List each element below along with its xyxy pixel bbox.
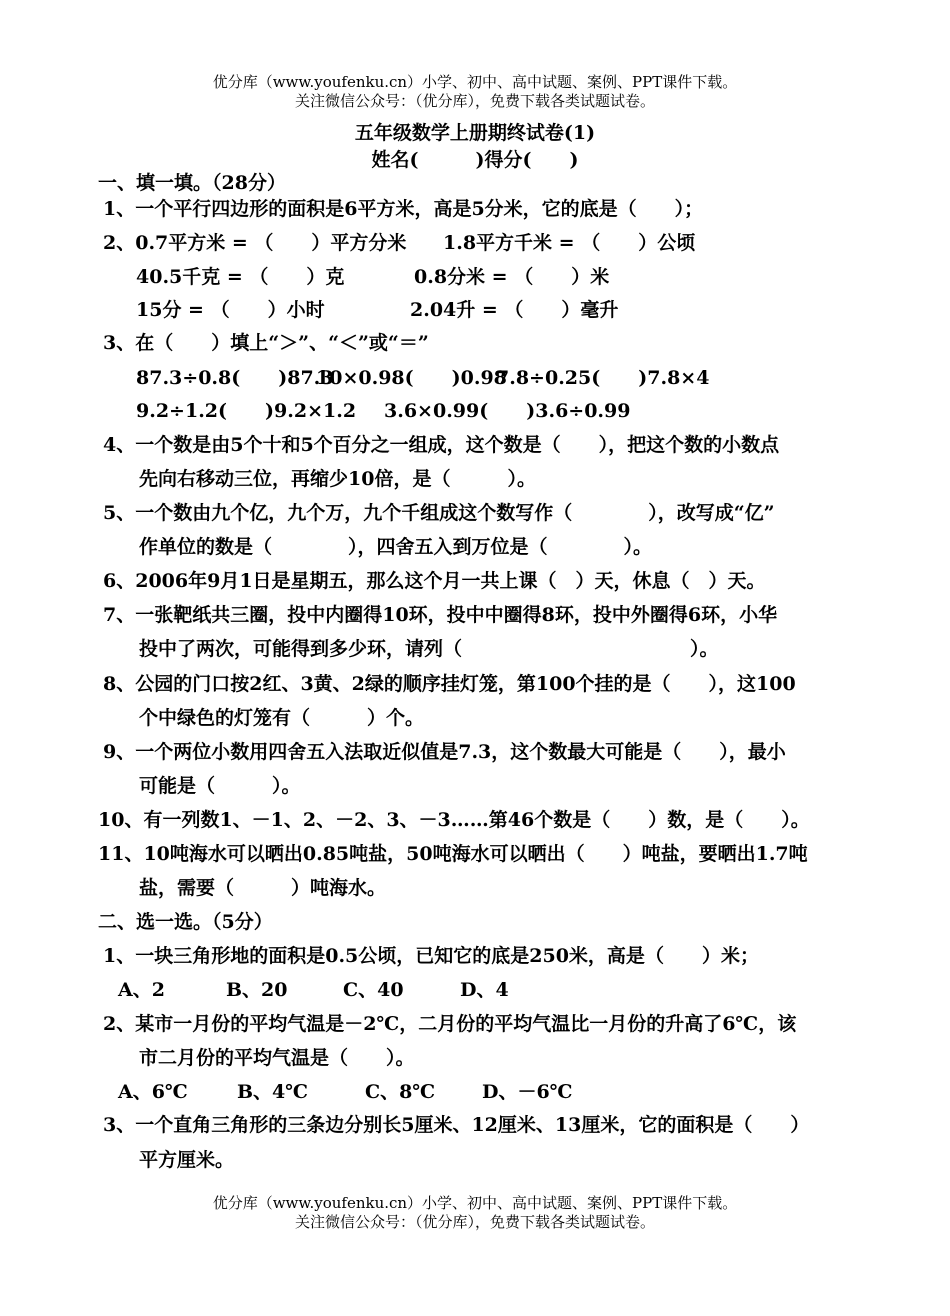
section1-heading: 一、填一填。（28分） [98,172,286,194]
s1-q2-item-b: 1.8平方千米 = （ ）公顷 [443,232,696,254]
s1-q3-item-c: 7.8÷0.25( )7.8×4 [496,367,710,389]
s1-question-5-line-2: 作单位的数是（ ），四舍五入到万位是（ ）。 [139,536,653,558]
s1-question-4-line-1: 4、一个数是由5个十和5个百分之一组成，这个数是（ ），把这个数的小数点 [103,434,780,456]
s1-q3-item-d: 9.2÷1.2( )9.2×1.2 [136,400,357,422]
s2-question-3-line-1: 3、一个直角三角形的三条边分别长5厘米、12厘米、13厘米，它的面积是（ ） [103,1114,810,1136]
footer-line-1: 优分库（www.youfenku.cn）小学、初中、高中试题、案例、PPT课件下载。 [212,1194,738,1212]
s1-question-4-line-2: 先向右移动三位，再缩少10倍，是（ ）。 [139,468,536,490]
s2-q1-option-c: C、40 [343,979,404,1001]
s2-q1-option-a: A、2 [118,979,165,1001]
s2-q2-option-b: B、4℃ [237,1081,309,1103]
s2-question-2-line-1: 2、某市一月份的平均气温是－2℃，二月份的平均气温比一月份的升高了6℃，该 [103,1013,797,1035]
s1-question-6: 6、2006年9月1日是星期五，那么这个月一共上课（ ）天，休息（ ）天。 [103,570,766,592]
s2-q2-option-c: C、8℃ [365,1081,436,1103]
s2-question-2-line-2: 市二月份的平均气温是（ ）。 [139,1047,415,1069]
s1-question-11-line-2: 盐，需要（ ）吨海水。 [139,877,387,899]
s1-q3-item-e: 3.6×0.99( )3.6÷0.99 [384,400,631,422]
s1-question-1: 1、一个平行四边形的面积是6平方米，高是5分米，它的底是（ ）； [103,198,704,220]
s1-q2-item-c: 40.5千克 = （ ）克 [136,266,345,288]
s2-q1-option-b: B、20 [226,979,288,1001]
s1-q2-item-a: 2、0.7平方米 = （ ）平方分米 [103,232,407,254]
footer-line-2: 关注微信公众号：（优分库），免费下载各类试题试卷。 [294,1213,655,1231]
s1-q2-item-f: 2.04升 = （ ）毫升 [410,299,619,321]
s1-question-9-line-2: 可能是（ ）。 [139,775,301,797]
s1-q3-item-a: 87.3÷0.8( )87.3 [136,367,334,389]
s1-question-7-line-1: 7、一张靶纸共三圈，投中内圈得10环，投中中圈得8环，投中外圈得6环，小华 [103,604,778,626]
exam-subtitle: 姓名( )得分( ) [371,149,579,171]
s1-q2-item-e: 15分 = （ ）小时 [136,299,325,321]
header-line-1: 优分库（www.youfenku.cn）小学、初中、高中试题、案例、PPT课件下载。 [212,73,738,91]
s2-q1-option-d: D、4 [460,979,509,1001]
s2-question-1: 1、一块三角形地的面积是0.5公顷，已知它的底是250米，高是（ ）米； [103,945,759,967]
s2-q2-option-a: A、6℃ [118,1081,188,1103]
s1-question-9-line-1: 9、一个两位小数用四舍五入法取近似值是7.3，这个数最大可能是（ ），最小 [103,741,786,763]
s1-question-7-line-2: 投中了两次，可能得到多少环，请列（ ）。 [139,638,719,660]
s1-question-3: 3、在（ ）填上“＞”、“＜”或“＝” [103,332,429,354]
s2-q2-option-d: D、－6℃ [482,1081,573,1103]
exam-title: 五年级数学上册期终试卷(1) [354,122,596,144]
header-line-2: 关注微信公众号：（优分库），免费下载各类试题试卷。 [294,92,655,110]
s1-question-8-line-2: 个中绿色的灯笼有（ ）个。 [139,707,425,729]
s1-question-5-line-1: 5、一个数由九个亿，九个万，九个千组成这个数写作（ ），改写成“亿” [103,502,775,524]
section2-heading: 二、选一选。（5分） [98,911,273,933]
s1-q2-item-d: 0.8分米 = （ ）米 [414,266,610,288]
s1-question-10: 10、有一列数1、－1、2、－2、3、－3……第46个数是（ ）数，是（ ）。 [98,809,810,831]
s1-question-8-line-1: 8、公园的门口按2红、3黄、2绿的顺序挂灯笼，第100个挂的是（ ），这100 [103,673,796,695]
s1-question-11-line-1: 11、10吨海水可以晒出0.85吨盐，50吨海水可以晒出（ ）吨盐，要晒出1.7吨 [98,843,808,865]
s1-q3-item-b: 10×0.98( )0.98 [316,367,507,389]
s2-question-3-line-2: 平方厘米。 [139,1149,235,1171]
